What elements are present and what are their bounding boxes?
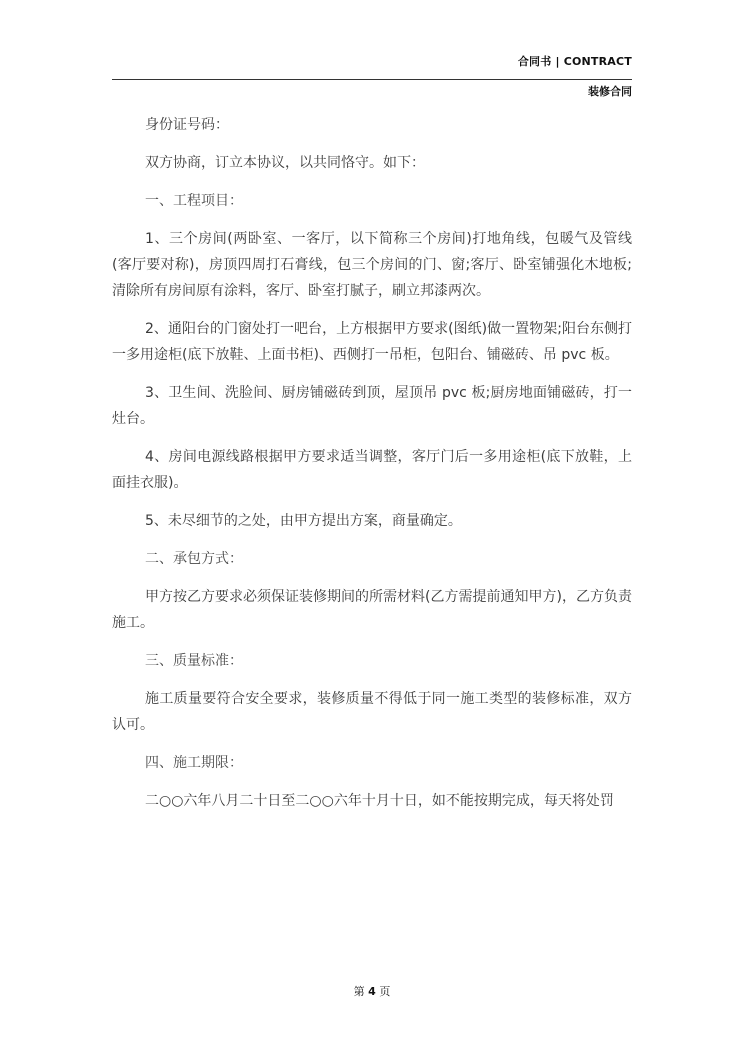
section-heading-project: 一、工程项目：	[145, 193, 243, 209]
paragraph-item-3: 3、卫生间、洗脸间、厨房铺磁砖到顶，屋顶吊 pvc 板;厨房地面铺磁砖，打一灶台。	[112, 385, 632, 427]
paragraph-agreement: 双方协商，订立本协议，以共同恪守。如下：	[145, 155, 425, 171]
header-subtitle: 装修合同	[588, 85, 632, 98]
page-prefix: 第	[353, 985, 365, 998]
paragraph-item-4: 4、房间电源线路根据甲方要求适当调整，客厅门后一多用途柜(底下放鞋，上面挂衣服)。	[112, 449, 632, 491]
header-divider	[112, 79, 632, 80]
paragraph-item-5: 5、未尽细节的之处，由甲方提出方案，商量确定。	[145, 513, 462, 529]
page-suffix: 页	[379, 985, 391, 998]
section-heading-quality: 三、质量标准：	[145, 653, 243, 669]
header-title: 合同书 | CONTRACT	[517, 55, 632, 68]
paragraph-quality: 施工质量要符合安全要求，装修质量不得低于同一施工类型的装修标准，双方认可。	[112, 691, 632, 733]
paragraph-period: 二○○六年八月二十日至二○○六年十月十日，如不能按期完成，每天将处罚	[145, 793, 614, 809]
page-number	[0, 983, 744, 999]
page-number-value: 4	[368, 985, 376, 998]
paragraph-contract-mode: 甲方按乙方要求必须保证装修期间的所需材料(乙方需提前通知甲方)，乙方负责施工。	[112, 589, 632, 631]
paragraph-item-1: 1、三个房间(两卧室、一客厅，以下简称三个房间)打地角线，包暖气及管线(客厅要对称)，房顶四周打石膏线，包三个房间的门、窗;客厅、卧室铺强化木地板;清除所有房间原有涂料，客厅、卧室打腻子，刷立邦漆两次。	[112, 231, 632, 299]
document-body	[112, 112, 632, 826]
paragraph-id-number: 身份证号码：	[145, 117, 229, 133]
section-heading-contract-mode: 二、承包方式：	[145, 551, 243, 567]
paragraph-item-2: 2、通阳台的门窗处打一吧台，上方根据甲方要求(图纸)做一置物架;阳台东侧打一多用途柜(底下放鞋、上面书柜)、西侧打一吊柜，包阳台、铺磁砖、吊 pvc 板。	[112, 321, 632, 363]
section-heading-period: 四、施工期限：	[145, 755, 243, 771]
